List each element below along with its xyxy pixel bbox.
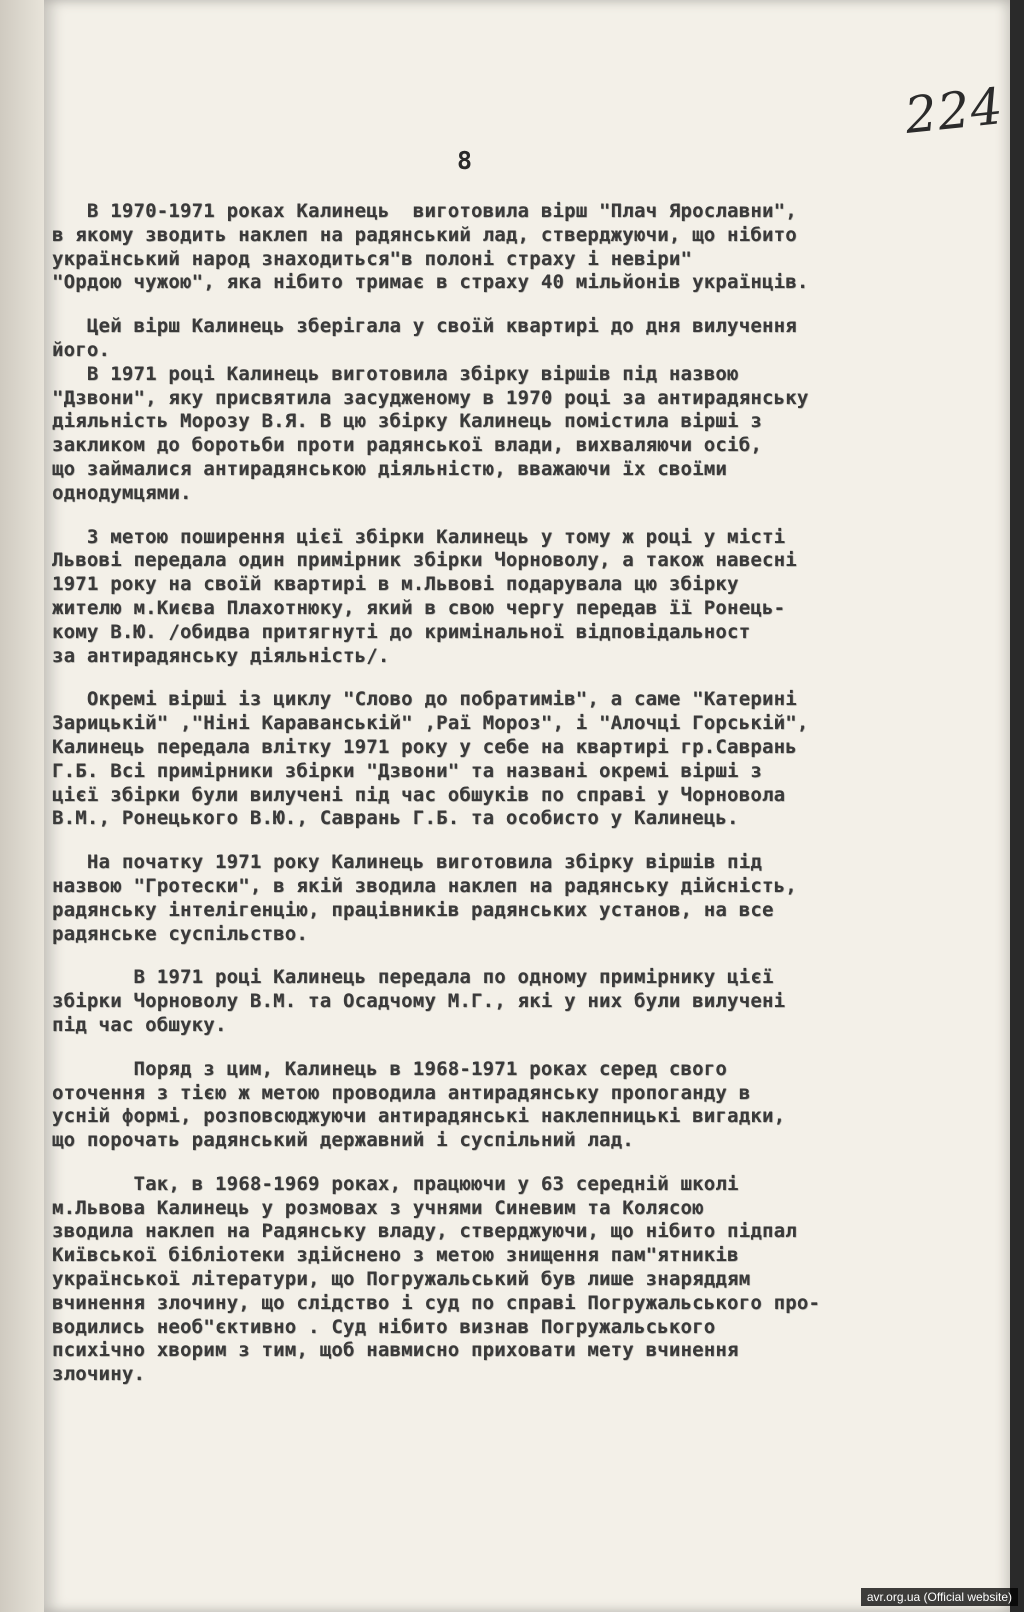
- text-line: закликом до боротьби проти радянської влади, вихваляючи осіб,: [52, 434, 762, 457]
- text-line: Окремі вірші із циклу "Слово до побратимів", а саме "Катерині: [52, 688, 797, 711]
- text-line: В 1970-1971 роках Калинець виготовила вірш "Плач Ярославни",: [52, 200, 797, 222]
- paragraph: [52, 1173, 1007, 1387]
- text-line: радянське суспільство.: [52, 922, 309, 945]
- text-line: Київської бібліотеки здійснено з метою знищення пам"ятників: [52, 1244, 739, 1267]
- paragraph: [52, 851, 1007, 946]
- text-line: Зарицькій" ,"Ніні Караванській" ,Раї Мороз", і "Алочці Горській",: [52, 712, 809, 735]
- paragraph: [52, 315, 1007, 505]
- document-body: [52, 200, 1007, 1407]
- text-line: усній формі, розповсюджуючи антирадянські наклепницькі вигадки,: [52, 1105, 786, 1128]
- text-line: Поряд з цим, Калинець в 1968-1971 роках серед свого: [52, 1057, 728, 1080]
- text-line: В 1971 році Калинець виготовила збірку віршів під назвою: [52, 362, 739, 385]
- text-line: кому В.Ю. /обидва притягнуті до кримінальної відповідальност: [52, 620, 751, 643]
- text-line: української літератури, що Погружальський був лише знаряддям: [52, 1268, 751, 1291]
- paragraph: [52, 688, 1007, 831]
- text-line: за антирадянську діяльність/.: [52, 644, 390, 667]
- text-line: злочину.: [52, 1363, 146, 1386]
- text-line: його.: [52, 338, 111, 361]
- text-line: оточення з тією ж метою проводила антирадянську пропоганду в: [52, 1081, 751, 1104]
- text-line: В 1971 році Калинець передала по одному примірнику цієї: [52, 966, 774, 989]
- paragraph: [52, 200, 1007, 295]
- paragraph: [52, 966, 1007, 1037]
- text-line: Калинець передала влітку 1971 року у себе на квартирі гр.Саврань: [52, 735, 797, 758]
- text-line: діяльність Морозу В.Я. В цю збірку Калинець помістила вірші з: [52, 410, 762, 433]
- text-line: в якому зводить наклеп на радянський лад, стверджуючи, що нібито: [52, 223, 797, 246]
- text-line: радянську інтелігенцію, працівників радянських установ, на все: [52, 898, 774, 921]
- text-line: що займалися антирадянською діяльністю, вважаючи їх своїми: [52, 457, 728, 480]
- text-line: український народ знаходиться"в полоні страху і невіри": [52, 247, 693, 270]
- text-line: що порочать радянський державний і суспільний лад.: [52, 1129, 634, 1152]
- text-line: Г.Б. Всі примірники збірки "Дзвони" та названі окремі вірші з: [52, 759, 762, 782]
- text-line: 1971 року на своїй квартирі в м.Львові подарувала цю збірку: [52, 573, 739, 596]
- text-line: В.М., Ронецького В.Ю., Саврань Г.Б. та особисто у Калинець.: [52, 807, 739, 830]
- archive-page-number: 224: [902, 77, 1007, 145]
- text-line: жителю м.Києва Плахотнюку, який в свою чергу передав її Ронець-: [52, 596, 786, 619]
- source-credit: avr.org.ua (Official website): [861, 1588, 1018, 1606]
- text-line: вчинення злочину, що слідство і суд по справі Погружальського про-: [52, 1291, 821, 1314]
- text-line: психічно хворим з тим, щоб навмисно приховати мету вчинення: [52, 1339, 739, 1362]
- text-line: Львові передала один примірник збірки Чорноволу, а також навесні: [52, 549, 797, 572]
- text-line: м.Львова Калинець у розмовах з учнями Синевим та Колясою: [52, 1196, 704, 1219]
- text-line: збірки Чорноволу В.М. та Осадчому М.Г., які у них були вилучені: [52, 990, 786, 1013]
- page-number: 8: [457, 146, 473, 175]
- text-line: З метою поширення цієї збірки Калинець у тому ж році у місті: [52, 525, 786, 548]
- text-line: під час обшуку.: [52, 1013, 227, 1036]
- paragraph: [52, 1058, 1007, 1153]
- text-line: "Ордою чужою", яка нібито тримає в страху 40 мільйонів українців.: [52, 271, 809, 294]
- page-edge: [0, 0, 44, 1612]
- paragraph: [52, 526, 1007, 669]
- text-line: Цей вірш Калинець зберігала у своїй квартирі до дня вилучення: [52, 315, 797, 338]
- text-line: "Дзвони", яку присвятила засудженому в 1970 році за антирадянську: [52, 386, 809, 409]
- text-line: водились необ"єктивно . Суд нібито визнав Погружальського: [52, 1315, 716, 1338]
- text-line: На початку 1971 року Калинець виготовила збірку віршів під: [52, 851, 762, 874]
- text-line: назвою "Гротески", в якій зводила наклеп на радянську дійсність,: [52, 874, 797, 897]
- text-line: зводила наклеп на Радянську владу, стверджуючи, що нібито підпал: [52, 1220, 797, 1243]
- text-line: Так, в 1968-1969 роках, працюючи у 63 середній школі: [52, 1172, 739, 1195]
- text-line: цієї збірки були вилучені під час обшуків по справі у Чорновола: [52, 783, 786, 806]
- text-line: однодумцями.: [52, 481, 192, 504]
